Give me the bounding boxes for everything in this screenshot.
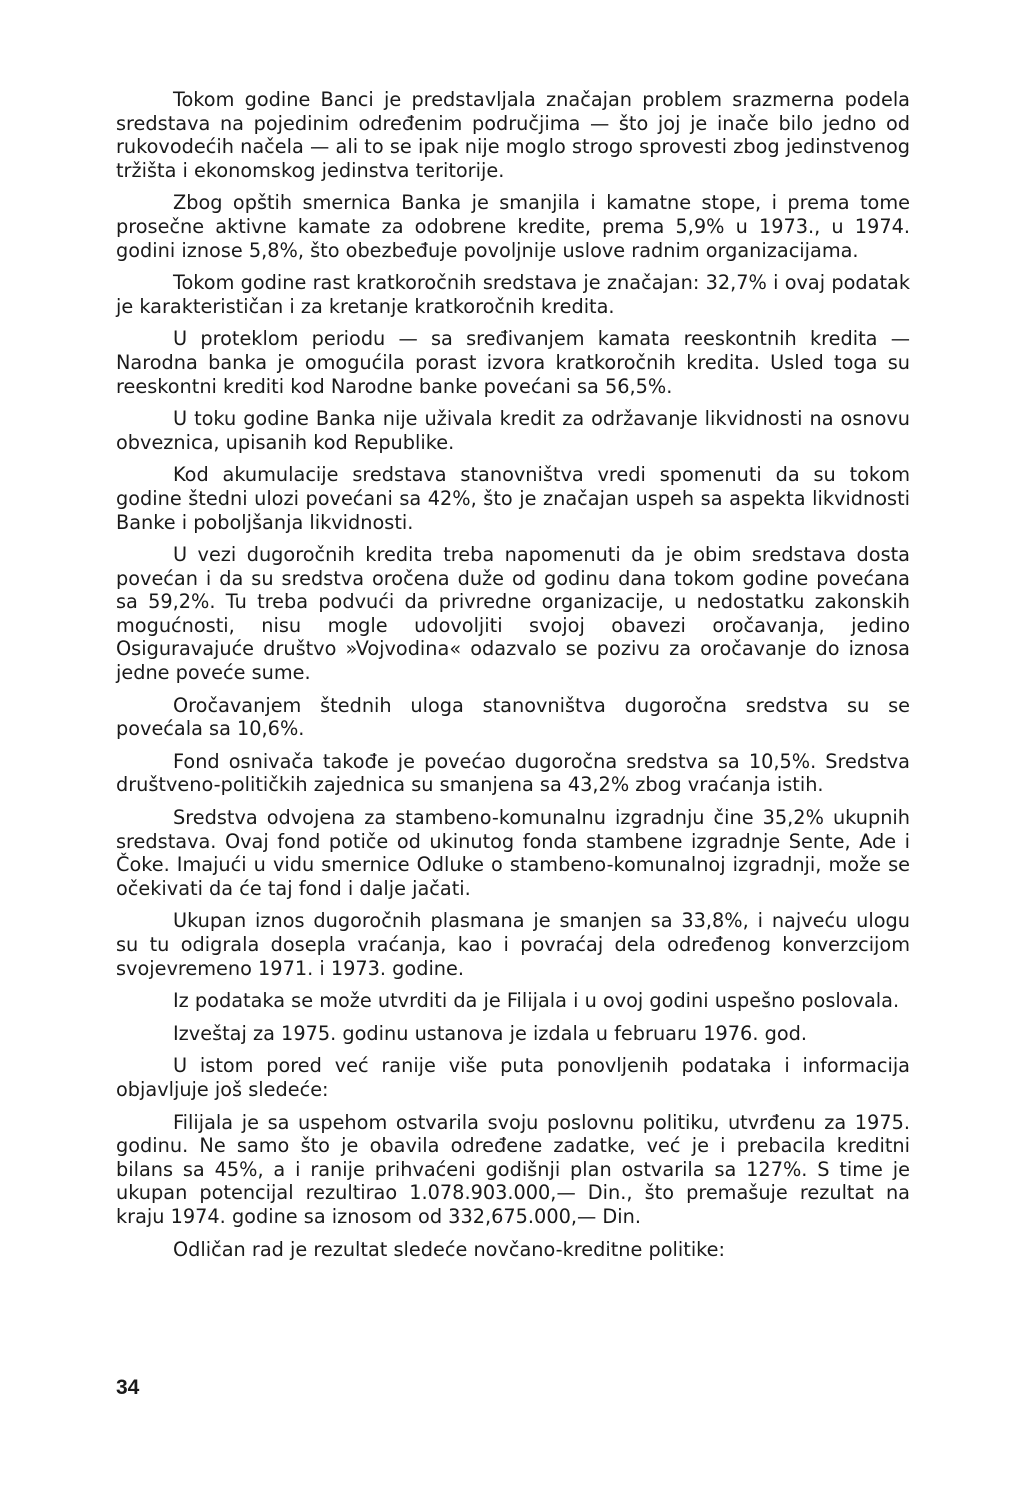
paragraph: Tokom godine rast kratkoročnih sredstava je značajan: 32,7% i ovaj podatak je karakterističan i za kretanje kratkoročnih kredita. xyxy=(116,271,910,318)
page-body xyxy=(116,88,910,1270)
page-number: 34 xyxy=(116,1376,140,1399)
paragraph: Fond osnivača takođe je povećao dugoročna sredstva sa 10,5%. Sredstva društveno-političkih zajednica su smanjena sa 43,2% zbog vraćanja istih. xyxy=(116,749,910,797)
paragraph: Sredstva odvojena za stambeno-komunalnu izgradnju čine 35,2% ukupnih sredstava. Ovaj fond potiče od ukinutog fonda stambene izgradnje Sente, Ade i Čoke. Imajući u vidu smernice Odluke o stambeno-komunalnoj izgradnji, može se očekivati da će taj fond i dalje jačati. xyxy=(116,806,910,900)
paragraph: Oročavanjem štednih uloga stanovništva dugoročna sredstva su se povećala sa 10,6%. xyxy=(116,693,910,741)
paragraph: Kod akumulacije sredstava stanovništva vredi spomenuti da su tokom godine štedni ulozi povećani sa 42%, što je značajan uspeh sa aspekta likvidnosti Banke i poboljšanja likvidnosti. xyxy=(116,463,910,534)
paragraph: Filijala je sa uspehom ostvarila svoju poslovnu politiku, utvrđenu za 1975. godinu. Ne samo što je obavila određene zadatke, već je i prebacila kreditni bilans sa 45%, a i ranije prihvaćeni godišnji plan ostvarila sa 127%. S time je ukupan potencijal rezultirao 1.078.903.000,— Din., što premašuje rezultat na kraju 1974. godine sa iznosom od 332,675.000,— Din. xyxy=(116,1110,910,1228)
paragraph: Odličan rad je rezultat sledeće novčano-kreditne politike: xyxy=(173,1237,726,1261)
paragraph: U istom pored već ranije više puta ponovljenih podataka i informacija objavljuje još sledeće: xyxy=(116,1054,910,1101)
paragraph: Tokom godine Banci je predstavljala značajan problem srazmerna podela sredstava na pojedinim određenim područjima — što joj je inače bilo jedno od rukovodećih načela — ali to se ipak nije moglo strogo sprovesti zbog jedinstvenog tržišta i ekonomskog jedinstva teritorije. xyxy=(116,88,910,182)
paragraph: Iz podataka se može utvrditi da je Filijala i u ovoj godini uspešno poslovala. xyxy=(173,989,900,1013)
paragraph: U proteklom periodu — sa sređivanjem kamata reeskontnih kredita — Narodna banka je omogućila porast izvora kratkoročnih kredita. Usled toga su reeskontni krediti kod Narodne banke povećani sa 56,5%. xyxy=(116,327,910,398)
paragraph: Ukupan iznos dugoročnih plasmana je smanjen sa 33,8%, i najveću ulogu su tu odigrala dosepla vraćanja, kao i povraćaj dela određenog konverzcijom svojevremeno 1971. i 1973. godine. xyxy=(116,909,910,980)
paragraph: Zbog opštih smernica Banka je smanjila i kamatne stope, i prema tome prosečne aktivne kamate za odobrene kredite, prema 5,9% u 1973., u 1974. godini iznose 5,8%, što obezbeđuje povoljnije uslove radnim organizacijama. xyxy=(116,191,910,262)
paragraph: U toku godine Banka nije uživala kredit za održavanje likvidnosti na osnovu obveznica, upisanih kod Republike. xyxy=(116,407,910,454)
paragraph: U vezi dugoročnih kredita treba napomenuti da je obim sredstava dosta povećan i da su sredstva oročena duže od godinu dana tokom godine povećana sa 59,2%. Tu treba podvući da privredne organizacije, u nedostatku zakonskih mogućnosti, nisu mogle udovoljiti svojoj obavezi oročavanja, jedino Osiguravajuće društvo »Vojvodina« odazvalo se pozivu za oročavanje do iznosa jedne poveće sume. xyxy=(116,543,910,685)
paragraph: Izveštaj za 1975. godinu ustanova je izdala u februaru 1976. god. xyxy=(173,1021,807,1045)
